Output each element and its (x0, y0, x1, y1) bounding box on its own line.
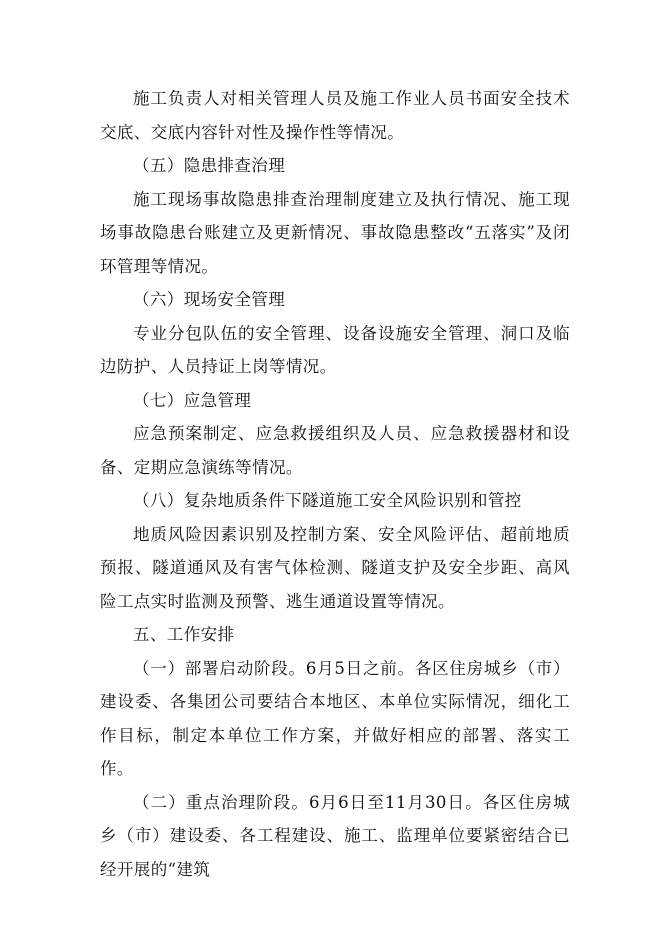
paragraph-tunnel-risk: 地质风险因素识别及控制方案、安全风险评估、超前地质预报、隧道通风及有害气体检测、隧道支护及安全步距、高风险工点实时监测及预警、逃生通道设置等情况。 (100, 524, 570, 611)
paragraph-key-governance-stage: （二）重点治理阶段。6月6日至11月30日。各区住房城乡（市）建设委、各工程建设、施工、监理单位要紧密结合已经开展的“建筑 (100, 792, 570, 879)
heading-tunnel-risk: （八）复杂地质条件下隧道施工安全风险识别和管控 (133, 491, 522, 510)
paragraph-site-safety: 专业分包队伍的安全管理、设备设施安全管理、洞口及临边防护、人员持证上岗等情况。 (100, 323, 570, 376)
heading-emergency-management: （七）应急管理 (133, 390, 252, 410)
document-body (100, 82, 570, 886)
paragraph-tech-briefing: 施工负责人对相关管理人员及施工作业人员书面安全技术交底、交底内容针对性及操作性等情况。 (100, 89, 570, 142)
paragraph-emergency-management: 应急预案制定、应急救援组织及人员、应急救援器材和设备、定期应急演练等情况。 (100, 424, 570, 477)
heading-work-arrangement: 五、工作安排 (133, 625, 235, 644)
heading-site-safety: （六）现场安全管理 (133, 290, 286, 309)
heading-hazard-investigation: （五）隐患排查治理 (133, 156, 286, 175)
paragraph-deployment-stage: （一）部署启动阶段。6月5日之前。各区住房城乡（市）建设委、各集团公司要结合本地区、本单位实际情况，细化工作目标，制定本单位工作方案，并做好相应的部署、落实工作。 (100, 658, 570, 778)
paragraph-hazard-investigation: 施工现场事故隐患排查治理制度建立及执行情况、施工现场事故隐患台账建立及更新情况、事故隐患整改“五落实”及闭环管理等情况。 (100, 189, 570, 276)
